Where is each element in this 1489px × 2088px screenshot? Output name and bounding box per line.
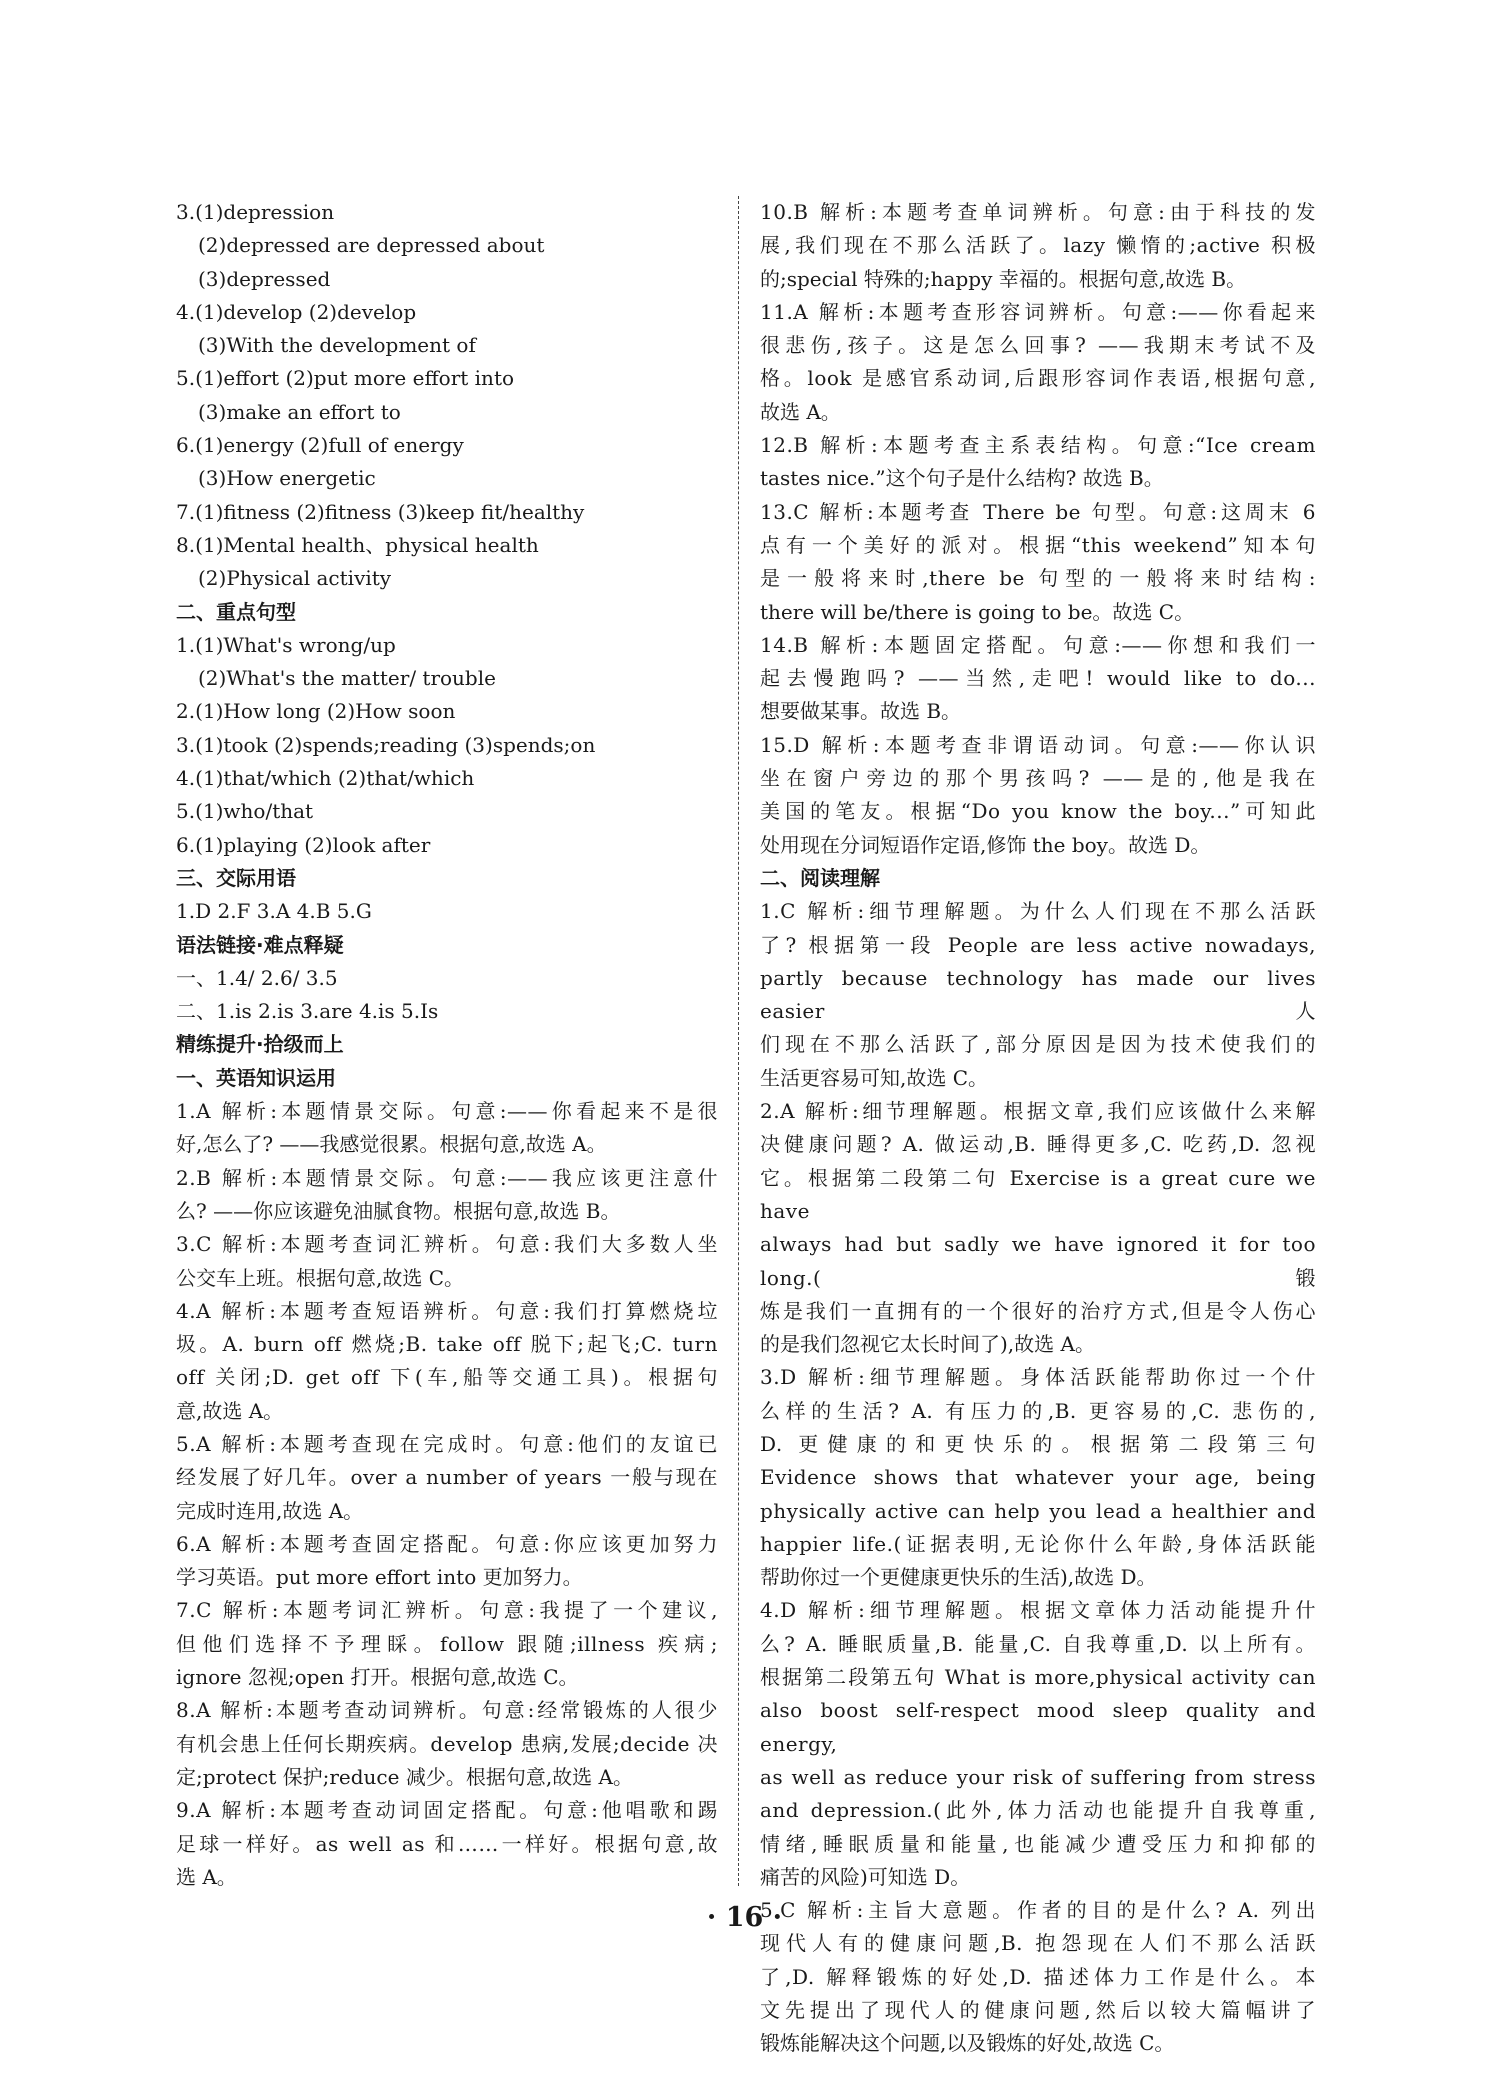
text-line: 格。look 是感官系动词,后跟形容词作表语,根据句意, (760, 366, 1316, 391)
text-line: 1.(1)What's wrong/up (176, 632, 396, 657)
page-number: · 16 · (706, 1902, 783, 1933)
text-line: 6.(1)playing (2)look after (176, 832, 431, 857)
text-line: 1.C 解析:细节理解题。为什么人们现在不那么活跃 (760, 899, 1316, 924)
text-line: 6.(1)energy (2)full of energy (176, 433, 464, 458)
text-line: 13.C 解析:本题考查 There be 句型。句意:这周末 6 (760, 499, 1316, 524)
text-line: 学习英语。put more effort into 更加努力。 (176, 1565, 583, 1590)
text-line: 故选 A。 (760, 399, 841, 424)
text-line: 7.C 解析:本题考词汇辨析。句意:我提了一个建议, (176, 1598, 718, 1623)
text-line: 8.(1)Mental health、physical health (176, 532, 539, 557)
text-line: 决健康问题? A. 做运动,B. 睡得更多,C. 吃药,D. 忽视 (760, 1132, 1316, 1157)
text-line: 意,故选 A。 (176, 1398, 284, 1423)
text-line: 美国的笔友。根据“Do you know the boy...”可知此 (760, 799, 1316, 824)
text-line: 6.A 解析:本题考查固定搭配。句意:你应该更加努力 (176, 1531, 718, 1556)
text-line: 帮助你过一个更健康更快乐的生活),故选 D。 (760, 1565, 1157, 1590)
text-line: (2)Physical activity (198, 566, 392, 591)
text-line: tastes nice.”这个句子是什么结构? 故选 B。 (760, 466, 1164, 491)
column-divider (738, 196, 739, 1886)
text-line: 起去慢跑吗? ——当然,走吧! would like to do... (760, 666, 1316, 691)
text-line: 根据第二段第五句 What is more,physical activity can (760, 1665, 1316, 1690)
text-line: 想要做某事。故选 B。 (760, 699, 962, 724)
section-heading: 三、交际用语 (176, 865, 296, 890)
text-line: 5.A 解析:本题考查现在完成时。句意:他们的友谊已 (176, 1431, 718, 1456)
text-line: (2)What's the matter/ trouble (198, 666, 496, 691)
text-line: 3.D 解析:细节理解题。身体活跃能帮助你过一个什 (760, 1365, 1316, 1390)
text-line: 14.B 解析:本题固定搭配。句意:——你想和我们一 (760, 632, 1316, 657)
text-line: 处用现在分词短语作定语,修饰 the boy。故选 D。 (760, 832, 1211, 857)
text-line: 圾。A. burn off 燃烧;B. take off 脱下;起飞;C. turn (176, 1332, 718, 1357)
text-line: 的;special 特殊的;happy 幸福的。根据句意,故选 B。 (760, 266, 1247, 291)
text-line: 10.B 解析:本题考查单词辨析。句意:由于科技的发 (760, 200, 1316, 224)
text-line: 们现在不那么活跃了,部分原因是因为技术使我们的 (760, 1032, 1316, 1057)
text-line: 选 A。 (176, 1864, 237, 1889)
section-heading: 精练提升·拾级而上 (176, 1032, 344, 1057)
text-line: 4.(1)develop (2)develop (176, 299, 417, 324)
text-line: 5.C 解析:主旨大意题。作者的目的是什么? A. 列出 (760, 1898, 1316, 1923)
text-line: (3)depressed (198, 266, 331, 291)
text-line: 坐在窗户旁边的那个男孩吗? ——是的,他是我在 (760, 766, 1316, 791)
section-heading: 二、重点句型 (176, 599, 296, 624)
text-line: 一、1.4/ 2.6/ 3.5 (176, 965, 338, 990)
text-line: 3.(1)depression (176, 200, 335, 224)
text-line: 定;protect 保护;reduce 减少。根据句意,故选 A。 (176, 1764, 633, 1789)
text-line: 了,D. 解释锻炼的好处,D. 描述体力工作是什么。本 (760, 1964, 1316, 1989)
text-line: 12.B 解析:本题考查主系表结构。句意:“Ice cream (760, 433, 1316, 458)
text-line: Evidence shows that whatever your age, being (760, 1465, 1316, 1490)
text-line: 5.(1)effort (2)put more effort into (176, 366, 515, 391)
text-line: 生活更容易可知,故选 C。 (760, 1065, 989, 1090)
text-line: 7.(1)fitness (2)fitness (3)keep fit/healthy (176, 499, 585, 524)
text-line: (2)depressed are depressed about (198, 233, 545, 258)
text-line: 点有一个美好的派对。根据“this weekend”知本句 (760, 532, 1316, 557)
text-line: 15.D 解析:本题考查非谓语动词。句意:——你认识 (760, 732, 1316, 757)
text-line: 的是我们忽视它太长时间了),故选 A。 (760, 1332, 1095, 1357)
text-line: 好,怎么了? ——我感觉很累。根据句意,故选 A。 (176, 1132, 607, 1157)
text-line: 么样的生活? A. 有压力的,B. 更容易的,C. 悲伤的, (760, 1398, 1316, 1423)
section-heading: 语法链接·难点释疑 (176, 932, 344, 957)
text-line: 炼是我们一直拥有的一个很好的治疗方式,但是令人伤心 (760, 1298, 1316, 1323)
text-line: 情绪,睡眠质量和能量,也能减少遭受压力和抑郁的 (760, 1831, 1316, 1856)
text-line: (3)With the development of (198, 333, 476, 358)
text-line: 1.A 解析:本题情景交际。句意:——你看起来不是很 (176, 1099, 718, 1124)
right-column (760, 196, 1316, 2061)
text-line: 么? A. 睡眠质量,B. 能量,C. 自我尊重,D. 以上所有。 (760, 1631, 1316, 1656)
text-line: also boost self-respect mood sleep quality and energy, (760, 1698, 1316, 1756)
section-heading: 一、英语知识运用 (176, 1065, 336, 1090)
text-line: physically active can help you lead a healthier and (760, 1498, 1316, 1523)
text-line: 痛苦的风险)可知选 D。 (760, 1864, 971, 1889)
text-line: off 关闭;D. get off 下(车,船等交通工具)。根据句 (176, 1365, 718, 1390)
text-line: 1.D 2.F 3.A 4.B 5.G (176, 899, 372, 924)
text-line: happier life.(证据表明,无论你什么年龄,身体活跃能 (760, 1531, 1316, 1556)
text-line: D. 更健康的和更快乐的。根据第二段第三句 (760, 1431, 1316, 1456)
text-line: 了? 根据第一段 People are less active nowadays, (760, 932, 1316, 957)
text-line: ignore 忽视;open 打开。根据句意,故选 C。 (176, 1665, 579, 1690)
text-line: (3)How energetic (198, 466, 376, 491)
text-line: 足球一样好。as well as 和……一样好。根据句意,故 (176, 1831, 718, 1856)
text-line: 它。根据第二段第二句 Exercise is a great cure we have (760, 1165, 1316, 1223)
text-line: 3.C 解析:本题考查词汇辨析。句意:我们大多数人坐 (176, 1232, 718, 1257)
text-line: 3.(1)took (2)spends;reading (3)spends;on (176, 732, 596, 757)
text-line: 二、1.is 2.is 3.are 4.is 5.Is (176, 999, 439, 1024)
text-line: 经发展了好几年。over a number of years 一般与现在 (176, 1465, 718, 1490)
text-line: 11.A 解析:本题考查形容词辨析。句意:——你看起来 (760, 299, 1316, 324)
section-heading: 二、阅读理解 (760, 865, 880, 890)
text-line: 公交车上班。根据句意,故选 C。 (176, 1265, 465, 1290)
text-line: 有机会患上任何长期疾病。develop 患病,发展;decide 决 (176, 1731, 718, 1756)
text-line: 但他们选择不予理睬。follow 跟随;illness 疾病; (176, 1631, 718, 1656)
text-line: 4.(1)that/which (2)that/which (176, 766, 475, 791)
text-line: (3)make an effort to (198, 399, 401, 424)
text-line: 4.D 解析:细节理解题。根据文章体力活动能提升什 (760, 1598, 1316, 1623)
text-line: 展,我们现在不那么活跃了。lazy 懒惰的;active 积极 (760, 233, 1316, 258)
text-line: 完成时连用,故选 A。 (176, 1498, 364, 1523)
text-line: and depression.(此外,体力活动也能提升自我尊重, (760, 1798, 1316, 1823)
text-line: 很悲伤,孩子。这是怎么回事? ——我期末考试不及 (760, 333, 1316, 358)
text-line: 4.A 解析:本题考查短语辨析。句意:我们打算燃烧垃 (176, 1298, 718, 1323)
text-line: 5.(1)who/that (176, 799, 314, 824)
text-line: partly because technology has made our lives easier 人 (760, 965, 1316, 1024)
text-line: 2.A 解析:细节理解题。根据文章,我们应该做什么来解 (760, 1099, 1316, 1124)
text-line: 2.(1)How long (2)How soon (176, 699, 456, 724)
text-line: 锻炼能解决这个问题,以及锻炼的好处,故选 C。 (760, 2031, 1175, 2056)
text-line: as well as reduce your risk of suffering from stress (760, 1764, 1316, 1789)
text-line: 现代人有的健康问题,B. 抱怨现在人们不那么活跃 (760, 1931, 1316, 1956)
text-line: 文先提出了现代人的健康问题,然后以较大篇幅讲了 (760, 1998, 1316, 2023)
text-line: 9.A 解析:本题考查动词固定搭配。句意:他唱歌和踢 (176, 1798, 718, 1823)
text-line: 2.B 解析:本题情景交际。句意:——我应该更注意什 (176, 1165, 718, 1190)
text-line: 么? ——你应该避免油腻食物。根据句意,故选 B。 (176, 1198, 621, 1223)
left-column (176, 196, 718, 1894)
text-line: 8.A 解析:本题考查动词辨析。句意:经常锻炼的人很少 (176, 1698, 718, 1723)
text-line: always had but sadly we have ignored it for too long.(锻 (760, 1232, 1316, 1290)
text-line: 是一般将来时,there be 句型的一般将来时结构: (760, 566, 1316, 591)
text-line: there will be/there is going to be。故选 C。 (760, 599, 1195, 624)
